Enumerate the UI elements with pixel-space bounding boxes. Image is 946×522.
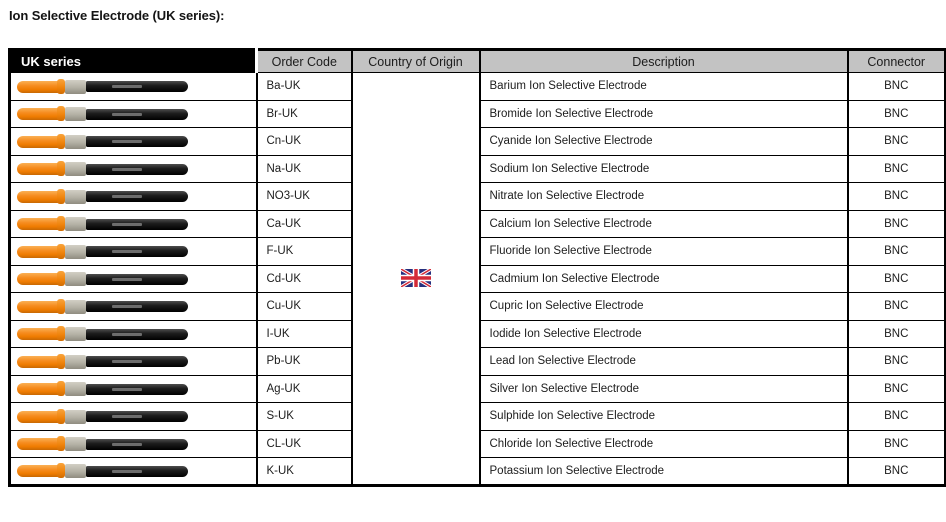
uk-union-jack-flag-icon [401,269,431,287]
connector-cell: BNC [848,403,946,431]
electrode-orange-ridge [57,79,65,94]
electrode-gray-collar [65,327,86,341]
electrode-black-body [86,81,188,92]
electrode-orange-ridge [57,106,65,121]
table-header [10,50,946,73]
column-header-country-of-origin: Country of Origin [352,50,480,73]
description-cell: Chloride Ion Selective Electrode [480,430,848,458]
electrode-gray-collar [65,272,86,286]
electrode-orange-ridge [57,271,65,286]
electrode-image-cell [10,100,257,128]
electrode-orange-ridge [57,326,65,341]
order-code-cell: Cd-UK [257,265,352,293]
order-code-cell: CL-UK [257,430,352,458]
electrode-gray-collar [65,217,86,231]
electrode-brand-label [112,140,142,143]
electrode-black-body [86,109,188,120]
description-cell: Sodium Ion Selective Electrode [480,155,848,183]
electrode-black-body [86,301,188,312]
electrode-gray-collar [65,135,86,149]
table-row [10,73,946,101]
electrode-orange-tip-icon [17,438,61,450]
description-cell: Potassium Ion Selective Electrode [480,458,848,486]
electrode-image-cell [10,238,257,266]
electrode-gray-collar [65,382,86,396]
description-cell: Cyanide Ion Selective Electrode [480,128,848,156]
electrode-image-cell [10,265,257,293]
electrode-orange-tip-icon [17,411,61,423]
electrode-image [17,216,189,231]
page-title: Ion Selective Electrode (UK series): [9,8,225,23]
electrode-image-cell [10,73,257,101]
electrode-brand-label [112,415,142,418]
electrode-black-body [86,466,188,477]
electrode-gray-collar [65,190,86,204]
column-header-connector: Connector [848,50,946,73]
electrode-orange-ridge [57,409,65,424]
electrode-black-body [86,356,188,367]
electrode-brand-label [112,443,142,446]
order-code-cell: Na-UK [257,155,352,183]
electrode-orange-tip-icon [17,218,61,230]
electrode-brand-label [112,85,142,88]
column-header-uk-series: UK series [10,50,257,73]
electrode-orange-ridge [57,299,65,314]
electrode-brand-label [112,305,142,308]
order-code-cell: Ag-UK [257,375,352,403]
electrode-orange-ridge [57,463,65,478]
electrode-product-table [8,48,946,487]
connector-cell: BNC [848,238,946,266]
electrode-black-body [86,246,188,257]
description-cell: Bromide Ion Selective Electrode [480,100,848,128]
electrode-orange-tip-icon [17,328,61,340]
electrode-black-body [86,164,188,175]
electrode-image [17,244,189,259]
electrode-gray-collar [65,464,86,478]
connector-cell: BNC [848,100,946,128]
electrode-brand-label [112,195,142,198]
connector-cell: BNC [848,210,946,238]
connector-cell: BNC [848,265,946,293]
electrode-gray-collar [65,355,86,369]
electrode-orange-tip-icon [17,465,61,477]
order-code-cell: Br-UK [257,100,352,128]
electrode-image-cell [10,430,257,458]
electrode-image [17,409,189,424]
electrode-image [17,299,189,314]
column-header-order-code: Order Code [257,50,352,73]
order-code-cell: K-UK [257,458,352,486]
electrode-orange-tip-icon [17,136,61,148]
order-code-cell: S-UK [257,403,352,431]
electrode-orange-ridge [57,216,65,231]
table-header-row [10,50,946,73]
electrode-orange-ridge [57,436,65,451]
electrode-orange-ridge [57,244,65,259]
electrode-image [17,271,189,286]
order-code-cell: NO3-UK [257,183,352,211]
electrode-orange-ridge [57,354,65,369]
column-header-description: Description [480,50,848,73]
electrode-gray-collar [65,300,86,314]
order-code-cell: F-UK [257,238,352,266]
electrode-orange-ridge [57,134,65,149]
table-body [10,73,946,486]
electrode-image [17,134,189,149]
connector-cell: BNC [848,348,946,376]
connector-cell: BNC [848,375,946,403]
order-code-cell: Ca-UK [257,210,352,238]
electrode-black-body [86,191,188,202]
electrode-orange-tip-icon [17,246,61,258]
electrode-gray-collar [65,437,86,451]
electrode-gray-collar [65,245,86,259]
order-code-cell: Cn-UK [257,128,352,156]
electrode-image [17,381,189,396]
electrode-image-cell [10,128,257,156]
description-cell: Barium Ion Selective Electrode [480,73,848,101]
electrode-brand-label [112,250,142,253]
electrode-black-body [86,219,188,230]
connector-cell: BNC [848,430,946,458]
electrode-brand-label [112,388,142,391]
electrode-brand-label [112,113,142,116]
electrode-orange-tip-icon [17,383,61,395]
electrode-orange-tip-icon [17,301,61,313]
description-cell: Fluoride Ion Selective Electrode [480,238,848,266]
description-cell: Cupric Ion Selective Electrode [480,293,848,321]
electrode-image [17,161,189,176]
electrode-image [17,326,189,341]
electrode-gray-collar [65,80,86,94]
electrode-black-body [86,439,188,450]
electrode-orange-ridge [57,161,65,176]
description-cell: Calcium Ion Selective Electrode [480,210,848,238]
connector-cell: BNC [848,73,946,101]
electrode-image-cell [10,210,257,238]
description-cell: Silver Ion Selective Electrode [480,375,848,403]
electrode-orange-tip-icon [17,108,61,120]
order-code-cell: Ba-UK [257,73,352,101]
electrode-orange-tip-icon [17,81,61,93]
electrode-brand-label [112,360,142,363]
connector-cell: BNC [848,155,946,183]
electrode-image [17,436,189,451]
electrode-image-cell [10,183,257,211]
description-cell: Lead Ion Selective Electrode [480,348,848,376]
electrode-orange-tip-icon [17,356,61,368]
electrode-image [17,189,189,204]
electrode-brand-label [112,470,142,473]
connector-cell: BNC [848,458,946,486]
electrode-image-cell [10,375,257,403]
electrode-brand-label [112,223,142,226]
order-code-cell: Cu-UK [257,293,352,321]
electrode-image-cell [10,348,257,376]
electrode-orange-tip-icon [17,273,61,285]
description-cell: Iodide Ion Selective Electrode [480,320,848,348]
electrode-orange-ridge [57,189,65,204]
electrode-orange-tip-icon [17,191,61,203]
electrode-gray-collar [65,107,86,121]
order-code-cell: Pb-UK [257,348,352,376]
electrode-image [17,106,189,121]
electrode-image [17,79,189,94]
electrode-gray-collar [65,162,86,176]
electrode-brand-label [112,168,142,171]
connector-cell: BNC [848,320,946,348]
electrode-black-body [86,136,188,147]
connector-cell: BNC [848,128,946,156]
electrode-brand-label [112,333,142,336]
electrode-image [17,463,189,478]
electrode-orange-tip-icon [17,163,61,175]
electrode-black-body [86,384,188,395]
description-cell: Nitrate Ion Selective Electrode [480,183,848,211]
electrode-black-body [86,329,188,340]
electrode-image-cell [10,403,257,431]
electrode-brand-label [112,278,142,281]
description-cell: Cadmium Ion Selective Electrode [480,265,848,293]
electrode-image-cell [10,458,257,486]
electrode-gray-collar [65,410,86,424]
electrode-black-body [86,411,188,422]
electrode-image [17,354,189,369]
electrode-image-cell [10,155,257,183]
country-of-origin-cell [352,73,480,486]
electrode-image-cell [10,320,257,348]
connector-cell: BNC [848,293,946,321]
order-code-cell: I-UK [257,320,352,348]
description-cell: Sulphide Ion Selective Electrode [480,403,848,431]
electrode-orange-ridge [57,381,65,396]
electrode-image-cell [10,293,257,321]
electrode-black-body [86,274,188,285]
connector-cell: BNC [848,183,946,211]
